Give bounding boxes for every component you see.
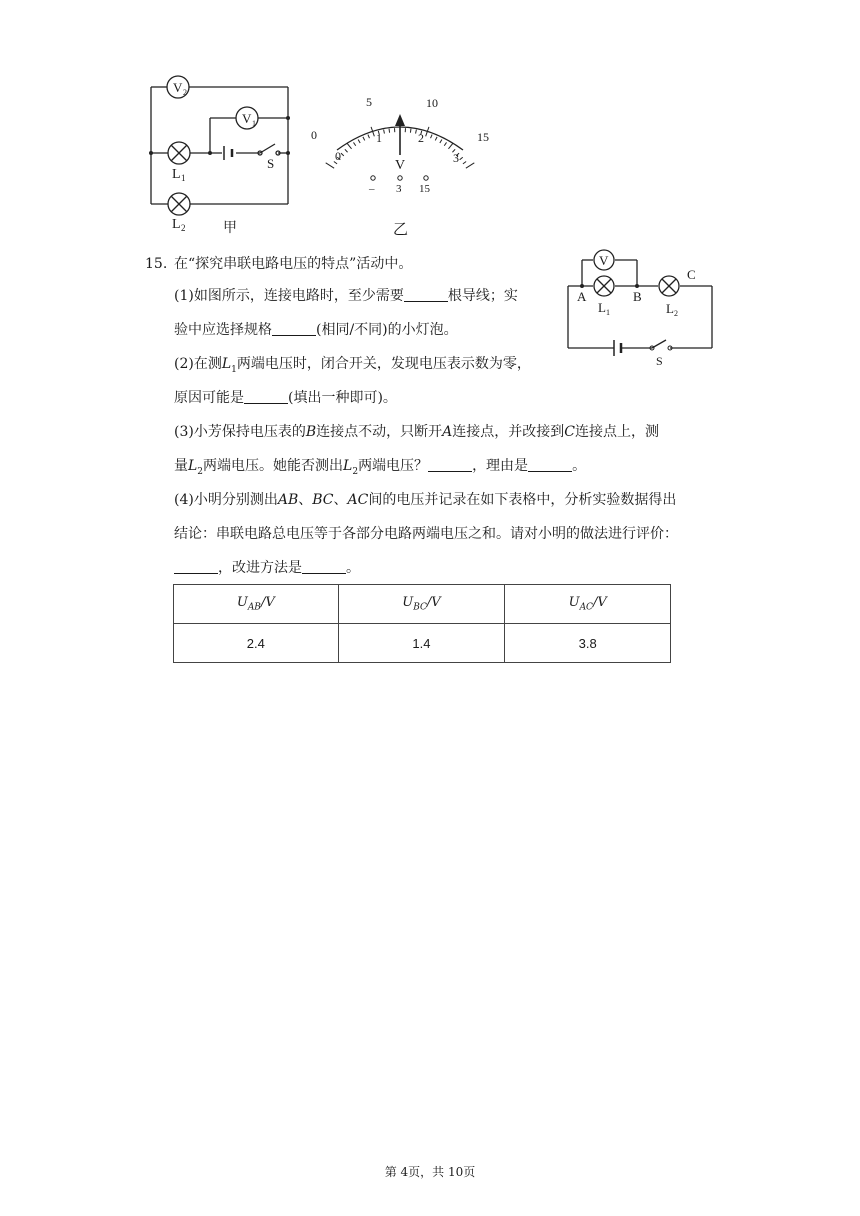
answer-blank[interactable] xyxy=(244,389,288,404)
lamp-l1-icon xyxy=(594,276,614,296)
svg-text:B: B xyxy=(633,289,642,304)
part-1-line-2: 验中应选择规格 (相同/不同)的小灯泡。 xyxy=(174,322,458,338)
table-cell-ubc: 1.4 xyxy=(338,624,505,663)
table-cell-uac: 3.8 xyxy=(505,624,671,663)
dial-tick xyxy=(435,137,437,141)
lamp-l2-icon xyxy=(659,276,679,296)
svg-text:3: 3 xyxy=(396,183,402,195)
part-1-line-1: (1)如图所示，连接电路时，至少需要 根导线；实 xyxy=(174,288,518,304)
voltage-data-table xyxy=(173,584,671,663)
svg-text:–: – xyxy=(369,183,375,195)
part-4-line-2: 结论：串联电路总电压等于各部分电路两端电压之和。请对小明的做法进行评价： xyxy=(174,526,678,542)
dial-tick xyxy=(363,137,365,141)
svg-text:0: 0 xyxy=(311,128,317,142)
svg-text:2: 2 xyxy=(674,309,678,318)
dial-tick xyxy=(463,162,466,164)
dial-tick xyxy=(466,163,474,168)
question-number: 15. xyxy=(145,256,168,272)
svg-text:2: 2 xyxy=(418,131,424,145)
dial-tick xyxy=(431,135,433,139)
lamp-l1-icon xyxy=(168,142,190,164)
answer-blank[interactable] xyxy=(428,457,472,472)
svg-text:2: 2 xyxy=(183,88,187,97)
dial-tick xyxy=(368,135,370,139)
answer-blank[interactable] xyxy=(174,559,218,574)
svg-text:0: 0 xyxy=(335,149,341,163)
dial-tick xyxy=(326,163,334,168)
svg-text:S: S xyxy=(656,354,663,368)
answer-blank[interactable] xyxy=(528,457,572,472)
svg-text:2: 2 xyxy=(181,223,186,233)
part-2-line-2: 原因可能是 (填出一种即可)。 xyxy=(174,390,397,406)
svg-text:1: 1 xyxy=(181,173,186,183)
svg-text:10: 10 xyxy=(426,96,438,110)
svg-text:3: 3 xyxy=(453,151,459,165)
dial-tick xyxy=(410,129,411,133)
svg-text:A: A xyxy=(577,289,587,304)
dial-tick xyxy=(353,142,355,145)
svg-text:V: V xyxy=(173,80,183,95)
series-circuit-diagram xyxy=(560,244,720,368)
svg-text:乙: 乙 xyxy=(393,222,409,238)
svg-text:5: 5 xyxy=(366,95,372,109)
part-3-line-1: (3)小芳保持电压表的B连接点不动，只断开A连接点，并改接到C连接点上，测 xyxy=(174,424,659,440)
svg-text:V: V xyxy=(242,111,252,126)
svg-text:L: L xyxy=(666,301,674,316)
answer-blank[interactable] xyxy=(272,321,316,336)
table-cell-uab: 2.4 xyxy=(174,624,339,663)
question-stem: 在“探究串联电路电压的特点”活动中。 xyxy=(174,256,413,272)
svg-text:1: 1 xyxy=(376,131,382,145)
dial-tick xyxy=(460,157,463,160)
voltmeter-dial-yi xyxy=(305,92,505,242)
svg-text:L: L xyxy=(172,217,181,232)
svg-text:V: V xyxy=(599,253,609,268)
svg-text:V: V xyxy=(395,158,406,173)
part-4-line-1: (4)小明分别测出AB、BC、AC间的电压并记录在如下表格中，分析实验数据得出 xyxy=(174,492,677,508)
svg-text:15: 15 xyxy=(419,183,430,195)
svg-text:1: 1 xyxy=(606,308,610,317)
svg-text:S: S xyxy=(267,156,275,171)
svg-text:L: L xyxy=(598,300,606,315)
dial-tick xyxy=(358,140,360,143)
dial-tick xyxy=(440,140,442,143)
table-header-ubc: $U_{BC}/V$ xyxy=(338,585,505,624)
dial-tick xyxy=(384,130,385,134)
part-3-line-2: 量$L_2$两端电压。她能否测出$L_2$两端电压？ ，理由是 。 xyxy=(174,458,587,477)
part-4-line-3: ，改进方法是 。 xyxy=(174,558,360,578)
svg-text:L: L xyxy=(172,167,181,182)
svg-text:15: 15 xyxy=(477,130,489,144)
voltmeter-v2-icon xyxy=(167,76,189,98)
dial-tick xyxy=(389,129,390,133)
dial-tick xyxy=(444,142,446,145)
answer-blank[interactable] xyxy=(404,287,448,302)
page-footer: 第 4页，共 10页 xyxy=(384,1165,476,1179)
dial-tick xyxy=(416,130,417,134)
part-2-line-1: (2)在测$L_1$两端电压时，闭合开关，发现电压表示数为零， xyxy=(174,356,531,375)
dial-tick xyxy=(347,143,351,148)
table-header-uab: $U_{AB}/V$ xyxy=(174,585,339,624)
svg-text:1: 1 xyxy=(252,119,256,128)
table-header-row xyxy=(174,585,671,624)
voltmeter-v1-icon xyxy=(236,107,258,129)
table-header-uac: $U_{AC}/V$ xyxy=(505,585,671,624)
dial-tick xyxy=(448,143,452,148)
svg-text:甲: 甲 xyxy=(223,221,237,236)
dial-tick xyxy=(341,153,344,156)
dial-tick xyxy=(345,149,348,152)
answer-blank[interactable] xyxy=(302,559,346,574)
voltmeter-icon xyxy=(594,250,614,270)
table-row xyxy=(174,624,671,663)
lamp-l2-icon xyxy=(168,193,190,215)
svg-text:C: C xyxy=(687,267,696,282)
circuit-diagram-jia xyxy=(140,70,300,240)
